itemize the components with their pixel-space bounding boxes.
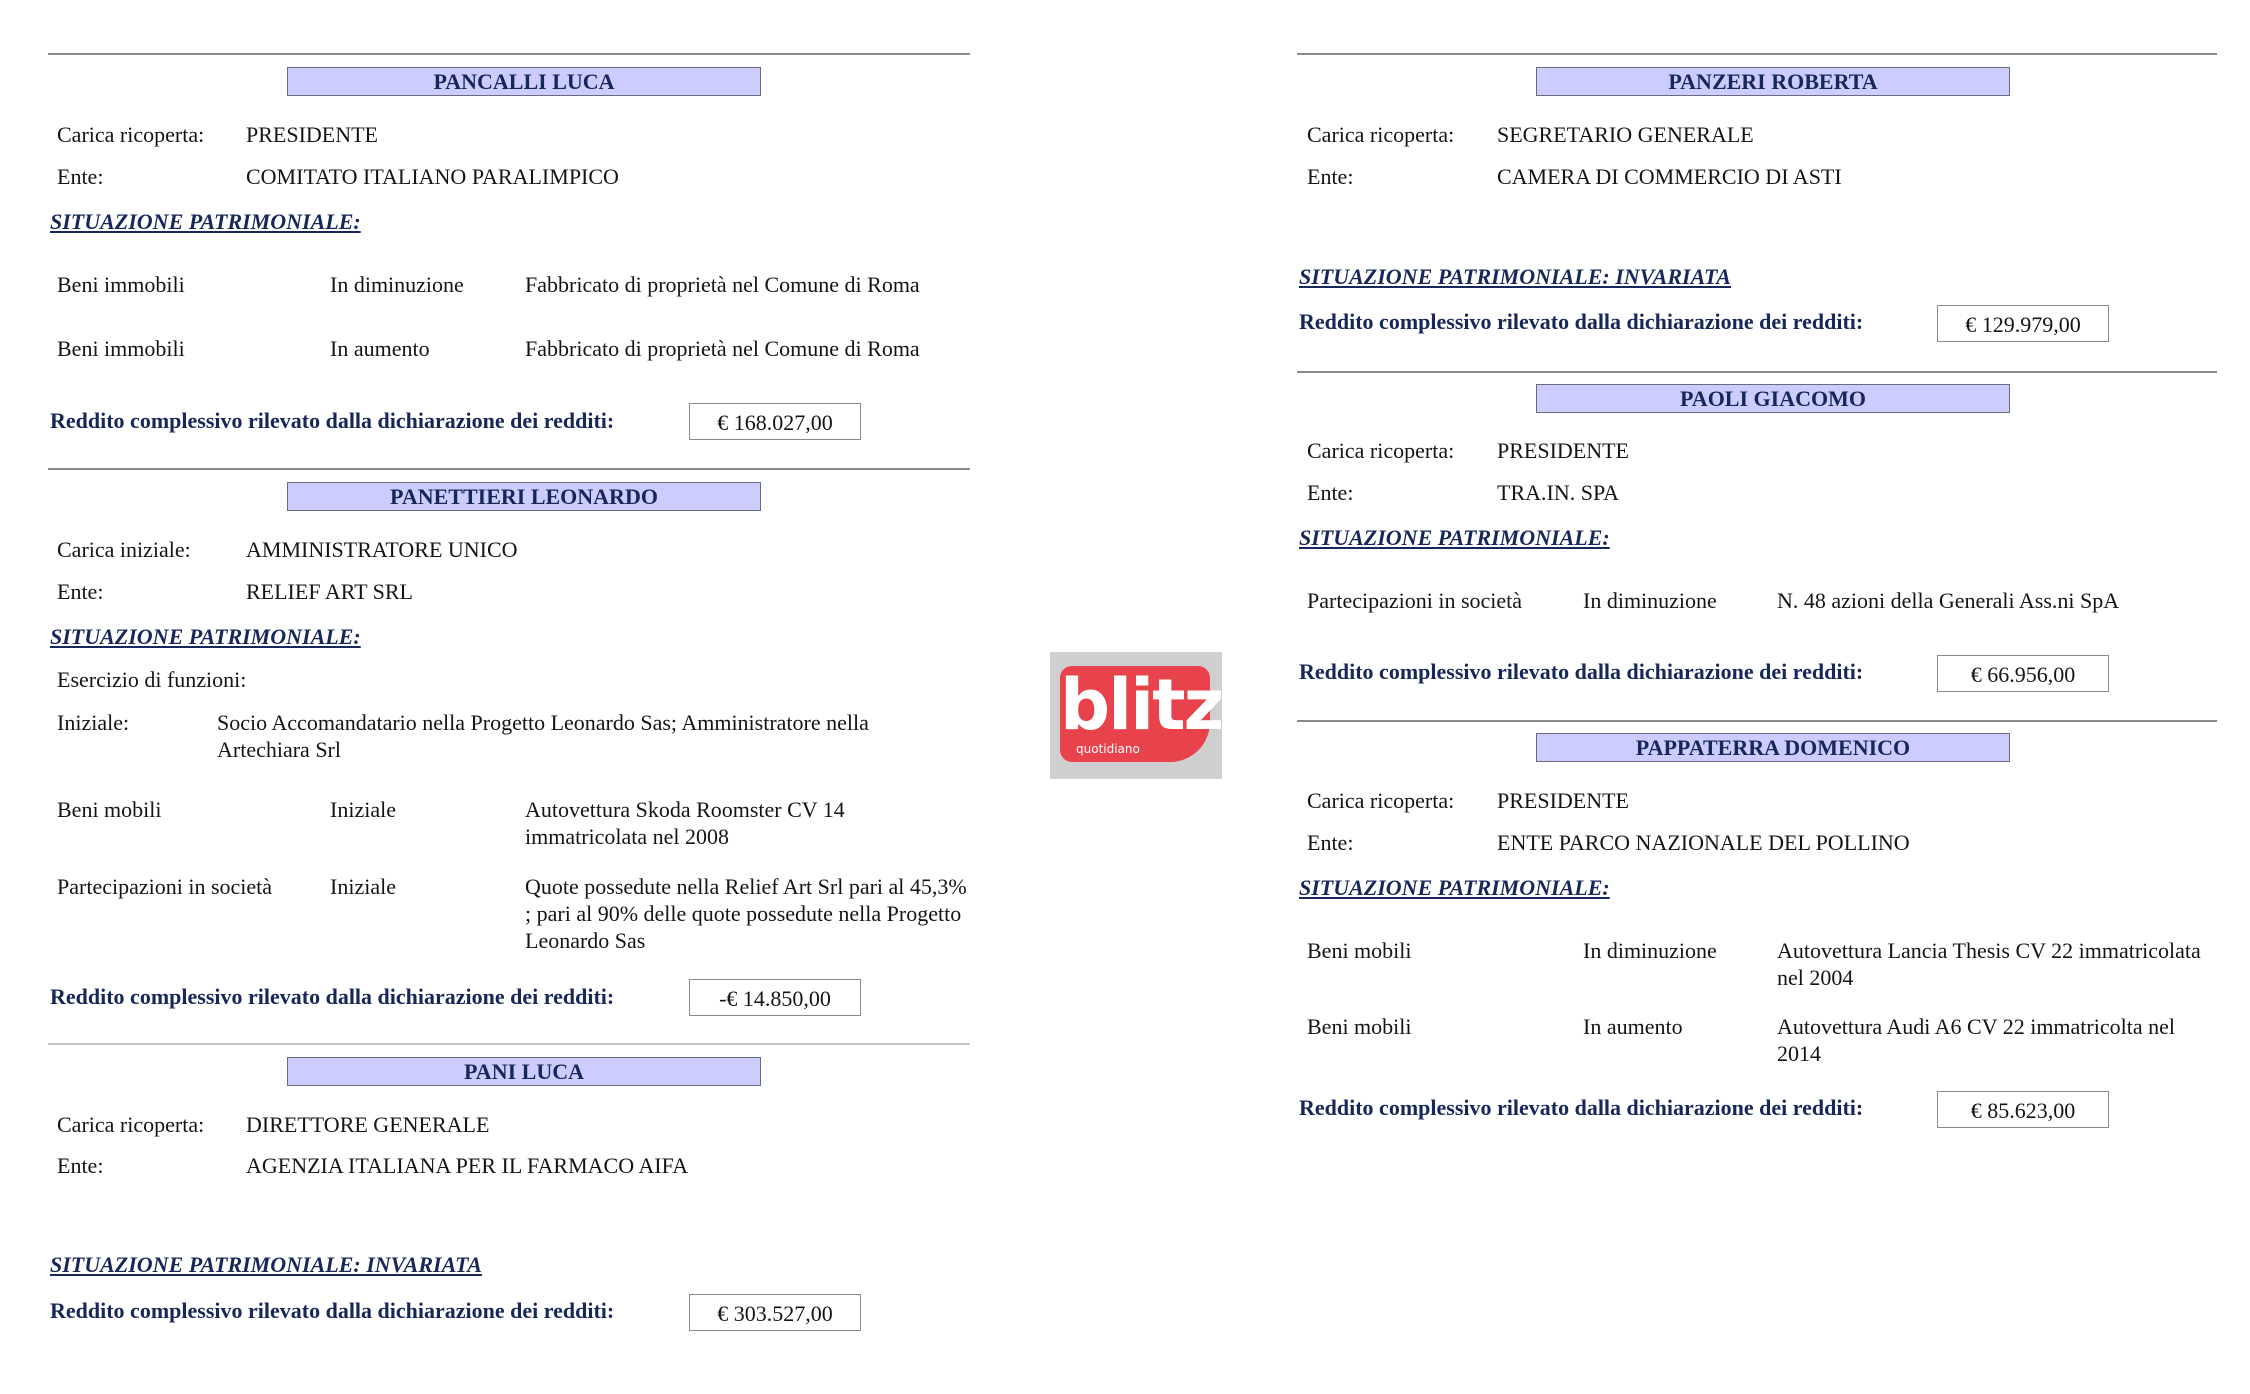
person-name-paoli: PAOLI GIACOMO: [1536, 384, 2010, 413]
income-label: Reddito complessivo rilevato dalla dichiarazione dei redditi:: [1299, 659, 1864, 684]
person-name-panettieri: PANETTIERI LEONARDO: [287, 482, 761, 511]
asset-desc: Autovettura Skoda Roomster CV 14 immatricolata nel 2008: [525, 797, 845, 849]
section-divider: [1297, 371, 2217, 373]
role-label: Carica ricoperta:: [1307, 788, 1455, 813]
situazione-heading: SITUAZIONE PATRIMONIALE:: [50, 624, 361, 649]
ente-value: TRA.IN. SPA: [1497, 480, 1620, 505]
asset-change: Iniziale: [330, 874, 396, 899]
blitz-logo-subtext: quotidiano: [1076, 742, 1140, 756]
asset-type: Beni immobili: [57, 336, 185, 361]
ente-label: Ente:: [1307, 830, 1354, 855]
income-value: -€ 14.850,00: [689, 979, 861, 1016]
ente-label: Ente:: [57, 1153, 104, 1178]
section-divider: [1297, 53, 2217, 55]
ente-value: AGENZIA ITALIANA PER IL FARMACO AIFA: [246, 1153, 689, 1178]
ente-value: CAMERA DI COMMERCIO DI ASTI: [1497, 164, 1842, 189]
income-label: Reddito complessivo rilevato dalla dichiarazione dei redditi:: [1299, 309, 1864, 334]
blitz-logo-icon: [1060, 664, 1223, 762]
asset-change: Iniziale: [330, 797, 396, 822]
asset-type: Beni mobili: [1307, 1014, 1412, 1039]
asset-change: In diminuzione: [330, 272, 464, 297]
blitz-logo-text: blitz: [1060, 664, 1223, 746]
situazione-heading: SITUAZIONE PATRIMONIALE:: [1299, 525, 1610, 550]
asset-change: In diminuzione: [1583, 588, 1717, 613]
role-label: Carica ricoperta:: [1307, 438, 1455, 463]
person-name-pappaterra: PAPPATERRA DOMENICO: [1536, 733, 2010, 762]
income-value: € 129.979,00: [1937, 305, 2109, 342]
person-name-panzeri: PANZERI ROBERTA: [1536, 67, 2010, 96]
role-value: PRESIDENTE: [1497, 788, 1629, 813]
income-value: € 303.527,00: [689, 1294, 861, 1331]
asset-type: Beni mobili: [57, 797, 162, 822]
asset-desc: Fabbricato di proprietà nel Comune di Roma: [525, 336, 920, 361]
income-value: € 85.623,00: [1937, 1091, 2109, 1128]
asset-desc: Autovettura Audi A6 CV 22 immatricolta nel 2014: [1777, 1014, 2175, 1066]
income-value: € 168.027,00: [689, 403, 861, 440]
role-value: SEGRETARIO GENERALE: [1497, 122, 1754, 147]
role-label: Carica iniziale:: [57, 537, 191, 562]
role-value: DIRETTORE GENERALE: [246, 1112, 490, 1137]
right-column: [1297, 0, 2227, 1394]
iniziale-text: Socio Accomandatario nella Progetto Leonardo Sas; Amministratore nella Artechiara Srl: [217, 710, 869, 762]
income-label: Reddito complessivo rilevato dalla dichiarazione dei redditi:: [1299, 1095, 1864, 1120]
asset-type: Partecipazioni in società: [57, 874, 273, 899]
asset-desc: Quote possedute nella Relief Art Srl pari al 45,3% ; pari al 90% delle quote possedute nella Progetto Leonardo Sas: [525, 874, 967, 953]
section-divider: [48, 1043, 970, 1045]
blitz-watermark: [1050, 652, 1222, 779]
income-label: Reddito complessivo rilevato dalla dichiarazione dei redditi:: [50, 1298, 615, 1323]
income-label: Reddito complessivo rilevato dalla dichiarazione dei redditi:: [50, 984, 615, 1009]
ente-value: ENTE PARCO NAZIONALE DEL POLLINO: [1497, 830, 1910, 855]
asset-desc: Fabbricato di proprietà nel Comune di Roma: [525, 272, 920, 297]
role-label: Carica ricoperta:: [1307, 122, 1455, 147]
asset-change: In diminuzione: [1583, 938, 1717, 963]
section-divider: [48, 468, 970, 470]
section-divider: [48, 53, 970, 55]
income-value: € 66.956,00: [1937, 655, 2109, 692]
section-divider: [1297, 720, 2217, 722]
iniziale-label: Iniziale:: [57, 710, 130, 735]
situazione-heading: SITUAZIONE PATRIMONIALE:: [50, 209, 361, 234]
asset-change: In aumento: [330, 336, 430, 361]
left-column: [48, 0, 970, 1394]
ente-label: Ente:: [1307, 480, 1354, 505]
income-label: Reddito complessivo rilevato dalla dichiarazione dei redditi:: [50, 408, 615, 433]
situazione-heading: SITUAZIONE PATRIMONIALE: INVARIATA: [1299, 264, 1731, 289]
ente-value: RELIEF ART SRL: [246, 579, 413, 604]
ente-value: COMITATO ITALIANO PARALIMPICO: [246, 164, 619, 189]
ente-label: Ente:: [57, 164, 104, 189]
asset-desc: Autovettura Lancia Thesis CV 22 immatricolata nel 2004: [1777, 938, 2201, 990]
asset-type: Beni mobili: [1307, 938, 1412, 963]
asset-type: Beni immobili: [57, 272, 185, 297]
person-name-pani: PANI LUCA: [287, 1057, 761, 1086]
ente-label: Ente:: [57, 579, 104, 604]
role-value: PRESIDENTE: [246, 122, 378, 147]
role-label: Carica ricoperta:: [57, 122, 205, 147]
role-value: PRESIDENTE: [1497, 438, 1629, 463]
person-name-pancalli: PANCALLI LUCA: [287, 67, 761, 96]
role-value: AMMINISTRATORE UNICO: [246, 537, 518, 562]
asset-desc: N. 48 azioni della Generali Ass.ni SpA: [1777, 588, 2120, 613]
ente-label: Ente:: [1307, 164, 1354, 189]
esercizio-label: Esercizio di funzioni:: [57, 667, 247, 692]
role-label: Carica ricoperta:: [57, 1112, 205, 1137]
situazione-heading: SITUAZIONE PATRIMONIALE:: [1299, 875, 1610, 900]
asset-change: In aumento: [1583, 1014, 1683, 1039]
situazione-heading: SITUAZIONE PATRIMONIALE: INVARIATA: [50, 1252, 482, 1277]
asset-type: Partecipazioni in società: [1307, 588, 1523, 613]
